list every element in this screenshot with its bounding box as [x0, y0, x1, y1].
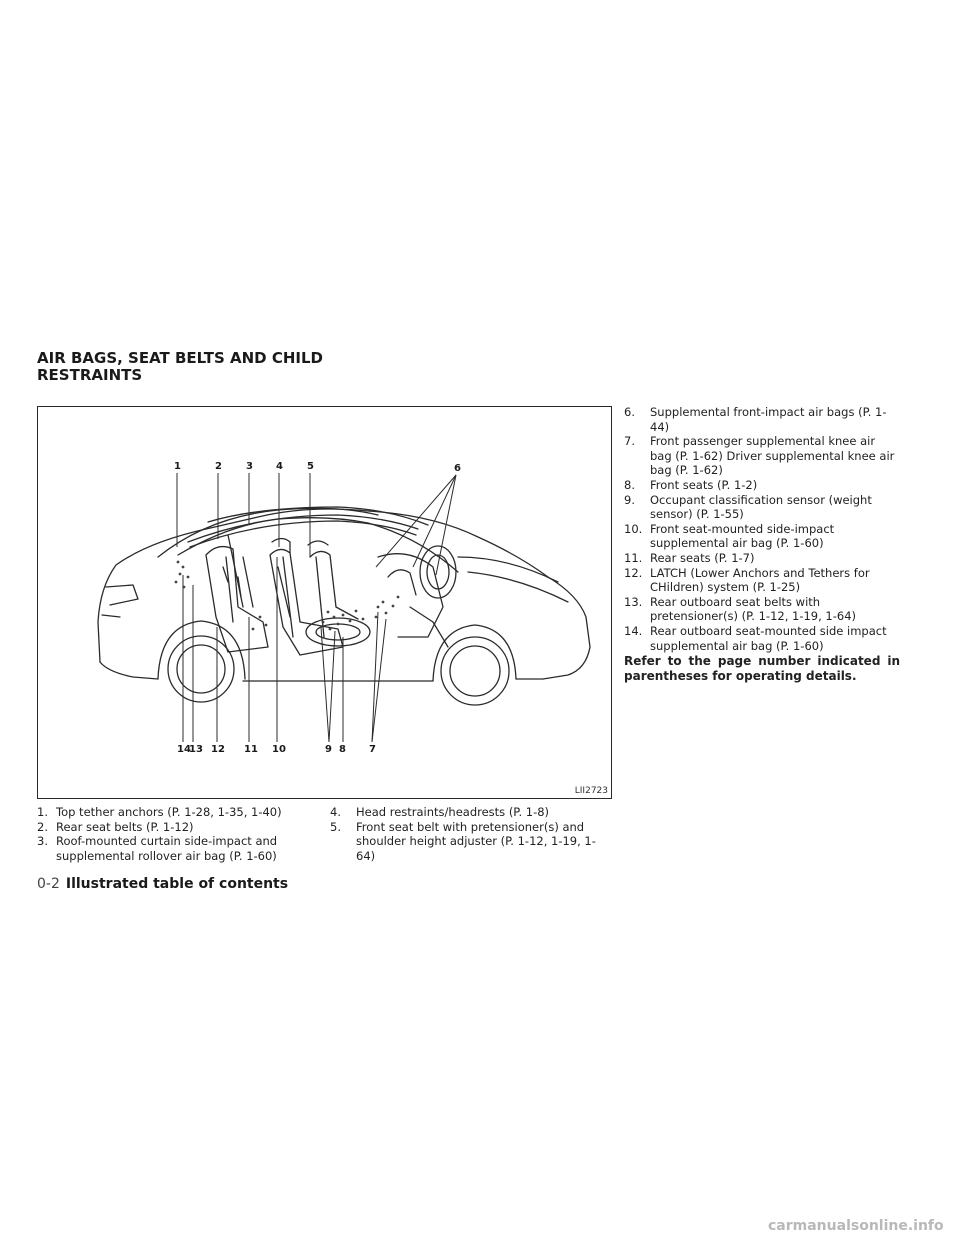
legend-text: Occupant classification sensor (weight sensor) (P. 1-55)	[650, 492, 872, 522]
legend-number: 6.	[624, 405, 635, 419]
legend-number: 10.	[624, 521, 643, 536]
legend-number: 3.	[37, 834, 48, 849]
callout-14: 14	[177, 744, 191, 755]
legend-text: Rear outboard seat-mounted side impact supplemental air bag (P. 1-60)	[650, 623, 887, 653]
legend-text: Front passenger supplemental knee air bag (P. 1-62) Driver supplemental knee air bag (P. 1-62)	[650, 434, 895, 478]
legend-item-3	[37, 834, 315, 863]
legend-list-left	[37, 805, 315, 863]
legend-number: 12.	[624, 565, 643, 580]
legend-text: Rear seats (P. 1-7)	[650, 550, 755, 565]
callout-12: 12	[211, 744, 225, 755]
callout-13: 13	[189, 744, 203, 755]
legend-item-14	[624, 624, 900, 653]
callout-4: 4	[276, 461, 283, 472]
callout-5: 5	[307, 461, 314, 472]
section-title-line-2: RESTRAINTS	[37, 366, 143, 384]
legend-item-1	[37, 805, 315, 820]
legend-text: Front seats (P. 1-2)	[650, 477, 758, 492]
watermark: carmanualsonline.info	[768, 1218, 944, 1234]
legend-item-11	[624, 551, 900, 566]
car-drawing	[38, 407, 613, 800]
section-title-line-1: AIR BAGS, SEAT BELTS AND CHILD	[37, 349, 323, 367]
legend-item-12	[624, 566, 900, 595]
callout-3: 3	[246, 461, 253, 472]
callout-6: 6	[454, 463, 461, 474]
legend-number: 9.	[624, 492, 635, 507]
legend-text: Rear outboard seat belts with pretensioner(s) (P. 1-12, 1-19, 1-64)	[650, 594, 857, 624]
legend-text: Top tether anchors (P. 1-28, 1-35, 1-40)	[56, 805, 282, 819]
legend-item-2	[37, 820, 315, 835]
callout-2: 2	[215, 461, 222, 472]
legend-number: 11.	[624, 550, 643, 565]
legend-number: 2.	[37, 819, 48, 834]
legend-text: Roof-mounted curtain side-impact and supplemental rollover air bag (P. 1-60)	[56, 834, 278, 863]
legend-item-7	[624, 434, 900, 478]
legend-text: Front seat-mounted side-impact supplemental air bag (P. 1-60)	[650, 521, 835, 551]
callout-10: 10	[272, 744, 286, 755]
legend-item-13	[624, 595, 900, 624]
legend-item-6	[624, 405, 900, 434]
car-illustration	[37, 406, 612, 799]
legend-list-middle	[330, 805, 612, 863]
legend-item-10	[624, 522, 900, 551]
callout-11: 11	[244, 744, 258, 755]
legend-text: Rear seat belts (P. 1-12)	[56, 819, 194, 834]
legend-number: 7.	[624, 434, 635, 449]
callout-8: 8	[339, 744, 346, 755]
legend-number: 14.	[624, 623, 643, 638]
legend-item-8	[624, 478, 900, 493]
section-title	[37, 350, 357, 384]
legend-number: 13.	[624, 594, 643, 609]
legend-text: Supplemental front-impact air bags (P. 1-44)	[650, 405, 887, 434]
legend-item-5	[330, 820, 612, 864]
legend-text: LATCH (Lower Anchors and Tethers for CHildren) system (P. 1-25)	[650, 565, 870, 595]
legend-number: 8.	[624, 477, 635, 492]
legend-item-4	[330, 805, 612, 820]
operating-details-note: Refer to the page number indicated in parentheses for operating details.	[624, 654, 900, 684]
legend-text: Front seat belt with pretensioner(s) and shoulder height adjuster (P. 1-12, 1-19, 1-64)	[356, 819, 596, 863]
legend-item-9	[624, 493, 900, 522]
page-footer	[37, 876, 288, 892]
callout-1: 1	[174, 461, 181, 472]
legend-number: 4.	[330, 805, 341, 819]
legend-number: 5.	[330, 819, 341, 834]
callout-9: 9	[325, 744, 332, 755]
legend-text: Head restraints/headrests (P. 1-8)	[356, 805, 550, 819]
legend-list-right	[624, 405, 900, 684]
legend-number: 1.	[37, 805, 48, 819]
footer-title: Illustrated table of contents	[65, 876, 289, 892]
callout-7: 7	[369, 744, 376, 755]
page-number: 0-2	[37, 876, 60, 892]
figure-id: LII2723	[574, 786, 608, 796]
